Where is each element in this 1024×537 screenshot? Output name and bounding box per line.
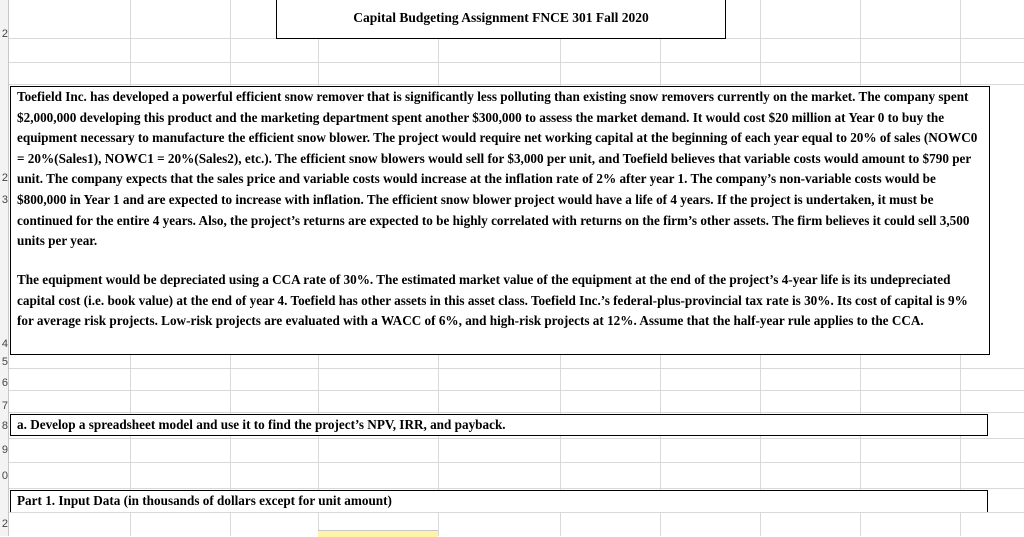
row-number[interactable]: 9: [1, 444, 8, 456]
page-title: Capital Budgeting Assignment FNCE 301 Fall 2020: [353, 10, 649, 25]
problem-text-cell-1[interactable]: [10, 86, 990, 271]
title-cell[interactable]: [276, 0, 726, 39]
problem-paragraph-1: Toefield Inc. has developed a powerful efficient snow remover that is significantly less polluting than existing snow removers currently on the market. The company spent $2,000,000 developing this product and the marketing department spent another $300,000 to assess the market demand. It would cost $20 million at Year 0 to buy the equipment necessary to manufacture the efficient snow blower. The project would require net working capital at the beginning of each year equal to 20% of sales (NOWC0 = 20%(Sales1), NOWC1 = 20%(Sales2), etc.). The efficient snow blowers would sell for $3,000 per unit, and Toefield believes that variable costs would amount to $790 per unit. The company expects that the sales price and variable costs would increase at the inflation rate of 2% after year 1. The company’s non-variable costs would be $800,000 in Year 1 and are expected to increase with inflation. The efficient snow blower project would have a life of 4 years. If the project is undertaken, it must be continued for the entire 4 years. Also, the project’s returns are expected to be highly correlated with returns on the firm’s other assets. The firm believes it could sell 3,500 units per year.: [17, 89, 978, 249]
problem-paragraph-2: The equipment would be depreciated using a CCA rate of 30%. The estimated market value of the equipment at the end of the project’s 4-year life is its undepreciated capital cost (i.e. book value) at the end of year 4. Toefield has other assets in this asset class. Toefield Inc.’s federal-plus-provincial tax rate is 30%. Its cost of capital is 9% for average risk projects. Low-risk projects are evaluated with a WACC of 6%, and high-risk projects at 12%. Assume that the half-year rule applies to the CCA.: [17, 272, 968, 329]
row-number[interactable]: 0: [1, 470, 8, 482]
row-number[interactable]: 3: [1, 194, 8, 206]
row-number[interactable]: 2: [1, 28, 8, 40]
row-number[interactable]: 8: [1, 420, 8, 432]
problem-text-cell-2[interactable]: [10, 270, 990, 355]
row-number[interactable]: 5: [1, 356, 8, 368]
row-number[interactable]: 4: [1, 338, 8, 350]
part-1-heading-cell[interactable]: [10, 490, 988, 512]
row-number[interactable]: 6: [1, 377, 8, 389]
row-number[interactable]: 2: [1, 518, 8, 530]
part-1-heading: Part 1. Input Data (in thousands of dollars except for unit amount): [17, 493, 392, 508]
row-number[interactable]: 7: [1, 400, 8, 412]
question-a-text: a. Develop a spreadsheet model and use it to find the project’s NPV, IRR, and payback.: [17, 417, 506, 432]
row-number[interactable]: 2: [1, 172, 8, 184]
question-a-cell[interactable]: [10, 414, 988, 436]
row-header-strip: [0, 0, 9, 536]
